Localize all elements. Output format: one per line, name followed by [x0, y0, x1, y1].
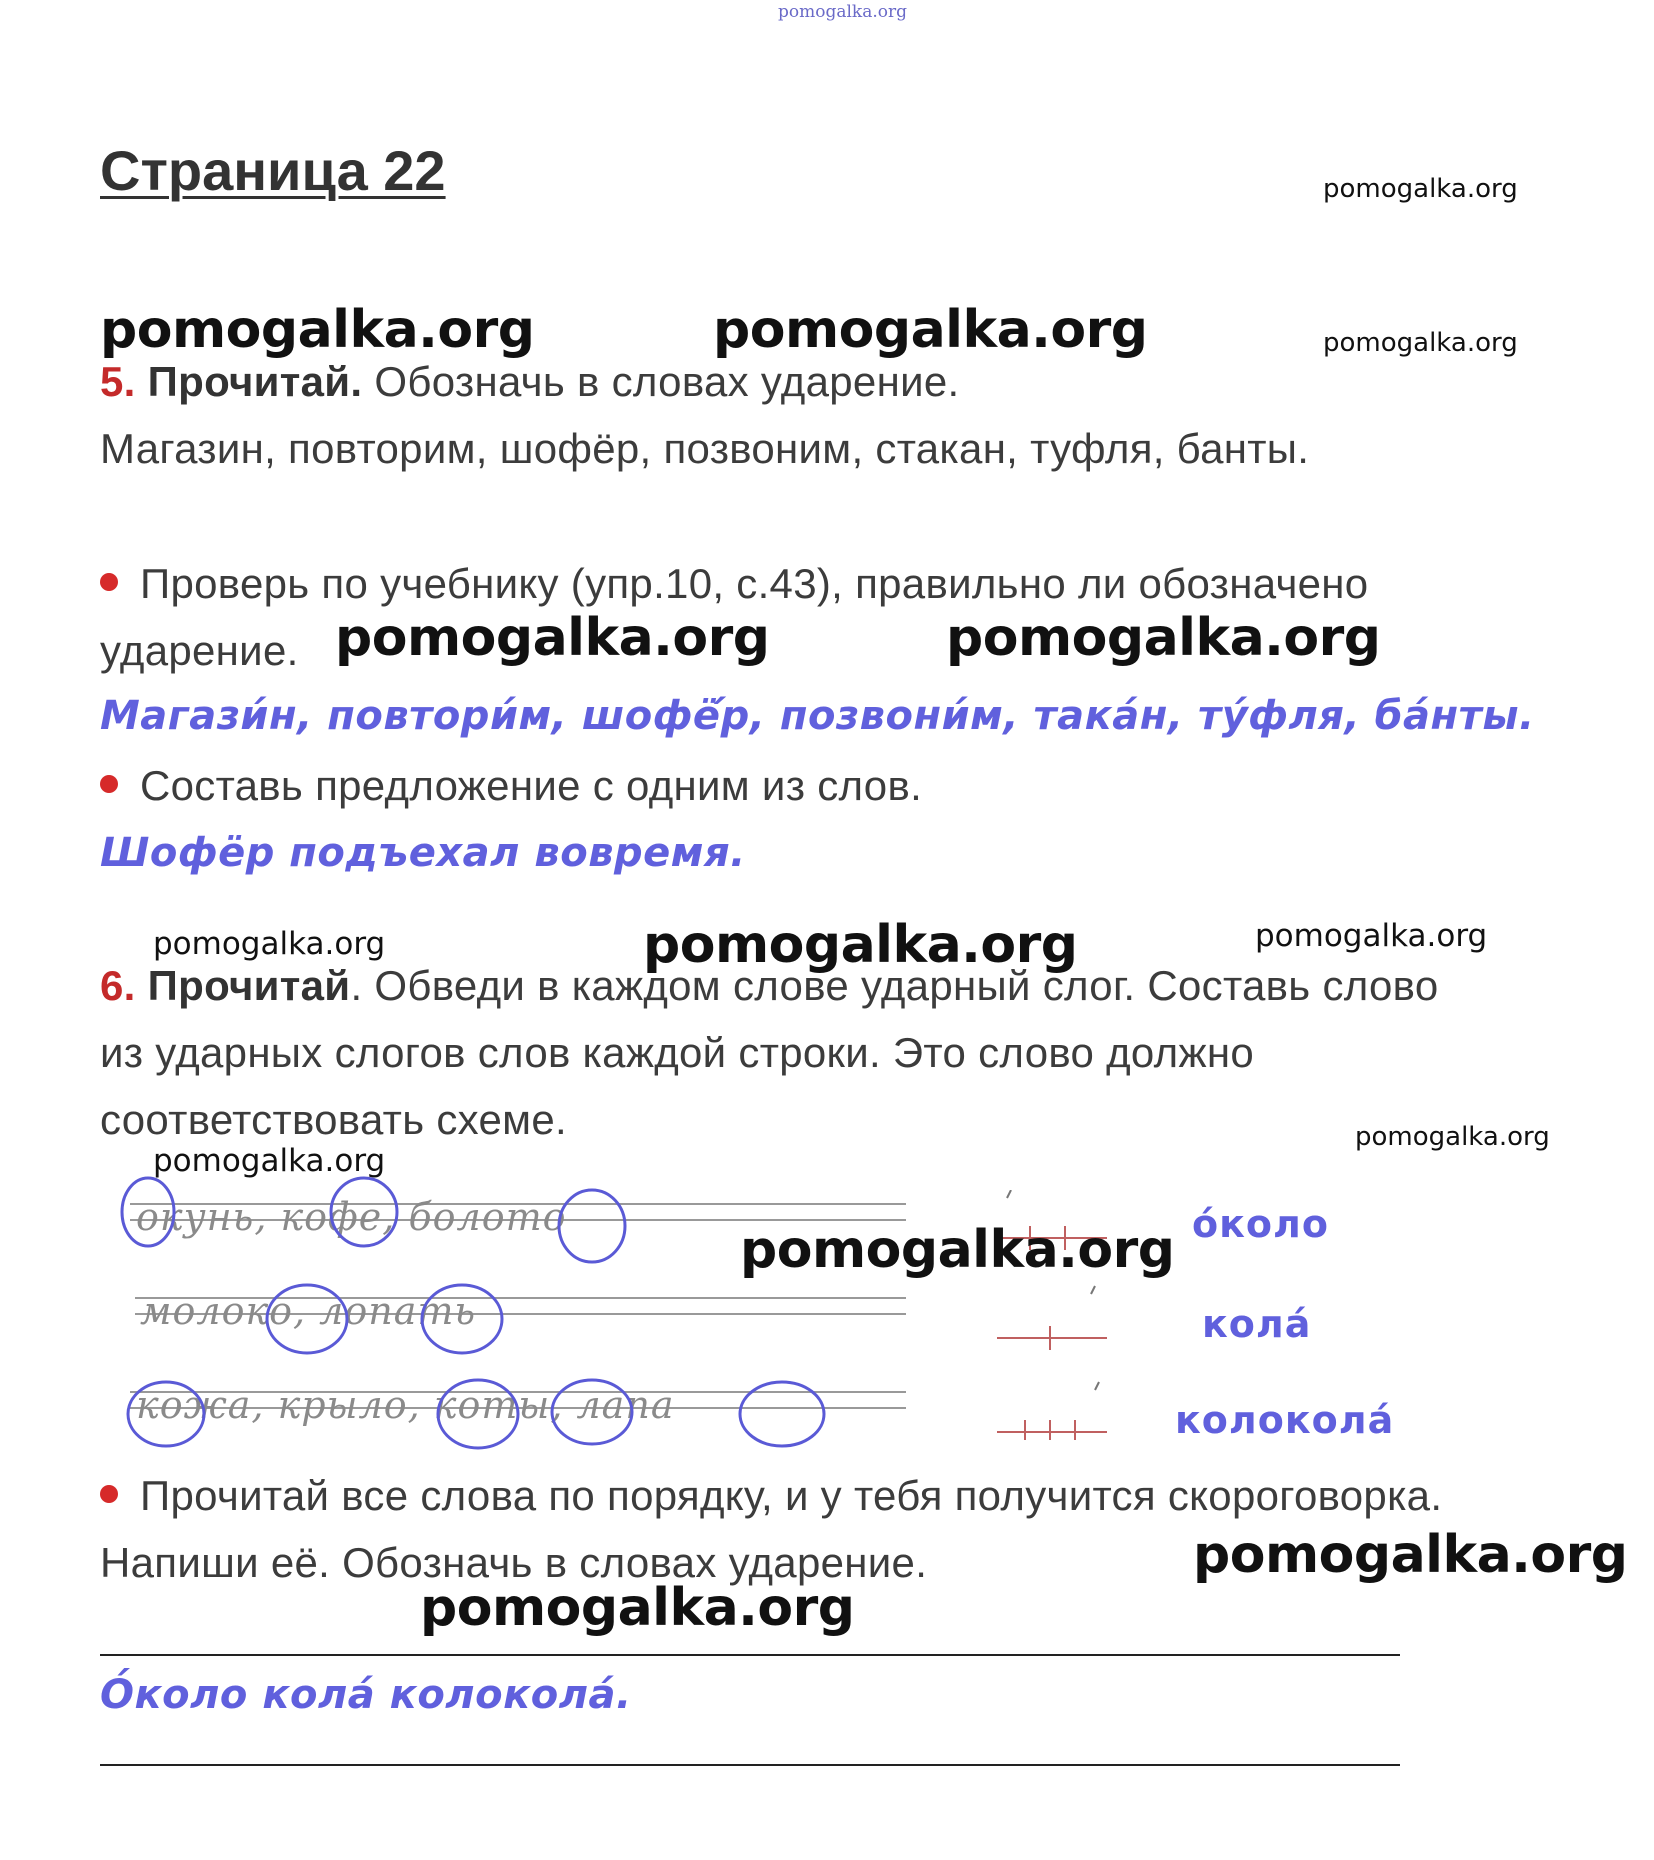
task5-instruction: Обозначь в словах ударение. [362, 358, 960, 405]
handwriting-row-2: молоко, лопать [140, 1289, 477, 1333]
answer-word-2: кола́ [1202, 1302, 1312, 1346]
watermark: pomogalka.org [643, 915, 1078, 975]
task5-number: 5. [100, 358, 136, 405]
answer-word-1: о́коло [1192, 1202, 1329, 1246]
bullet-icon [100, 775, 118, 793]
task6-instruction-3: соответствовать схеме. [100, 1096, 567, 1143]
watermark: pomogalka.org [1323, 328, 1518, 358]
answer-line [100, 1654, 1400, 1656]
task5-heading [100, 358, 959, 406]
task5-words: Магазин, повторим, шофёр, позвоним, стакан, туфля, банты. [100, 425, 1310, 472]
watermark: pomogalka.org [1323, 174, 1518, 204]
watermark: pomogalka.org [420, 1578, 855, 1638]
bullet1-text: Проверь по учебнику (упр.10, с.43), правильно ли обозначено [140, 560, 1369, 607]
watermark: pomogalka.org [713, 300, 1148, 360]
watermark: pomogalka.org [153, 1143, 386, 1179]
watermark: pomogalka.org [100, 300, 535, 360]
handwriting-exercise [100, 1170, 1140, 1460]
task6-heading [100, 962, 1438, 1010]
task6-instruction-2: из ударных слогов слов каждой строки. Это слово должно [100, 1029, 1255, 1076]
task6-bullet-text: Прочитай все слова по порядку, и у тебя получится скороговорка. [140, 1472, 1443, 1519]
task6-instruction: . Обведи в каждом слове ударный слог. Составь слово [350, 962, 1439, 1009]
watermark: pomogalka.org [1255, 918, 1488, 954]
page-title: Страница 22 [100, 139, 446, 202]
answer-line [100, 1764, 1400, 1766]
watermark-top: pomogalka.org [778, 2, 908, 22]
task6-bullet [100, 1472, 1442, 1520]
watermark: pomogalka.org [946, 608, 1381, 668]
bullet-icon [100, 573, 118, 591]
watermark: pomogalka.org [1193, 1525, 1628, 1585]
task5-bullet1-line2: ударение. [100, 627, 299, 674]
task5-bullet2 [100, 762, 922, 810]
watermark: pomogalka.org [1355, 1122, 1550, 1152]
watermark: pomogalka.org [153, 926, 386, 962]
watermark: pomogalka.org [740, 1220, 1175, 1280]
task5-bullet1 [100, 560, 1368, 608]
answer-word-3: колокола́ [1175, 1398, 1395, 1442]
task6-answer: О́коло кола́ колокола́. [100, 1672, 632, 1718]
handwriting-row-3: кожа, крыло, коты, лапа [136, 1383, 675, 1427]
task5-title: Прочитай. [147, 358, 363, 405]
task5-answer2: Шофёр подъехал вовремя. [100, 830, 746, 876]
bullet2-text: Составь предложение с одним из слов. [140, 762, 923, 809]
task6-title: Прочитай [147, 962, 351, 1009]
task5-answer1: Магази́н, повтори́м, шофё́р, позвони́м, така́н, ту́фля, ба́нты. [100, 693, 1535, 739]
watermark: pomogalka.org [335, 608, 770, 668]
bullet-icon [100, 1485, 118, 1503]
handwriting-row-1: окунь, кофе, болото [136, 1195, 567, 1239]
task6-bullet-line2: Напиши её. Обозначь в словах ударение. [100, 1539, 928, 1586]
task6-number: 6. [100, 962, 136, 1009]
